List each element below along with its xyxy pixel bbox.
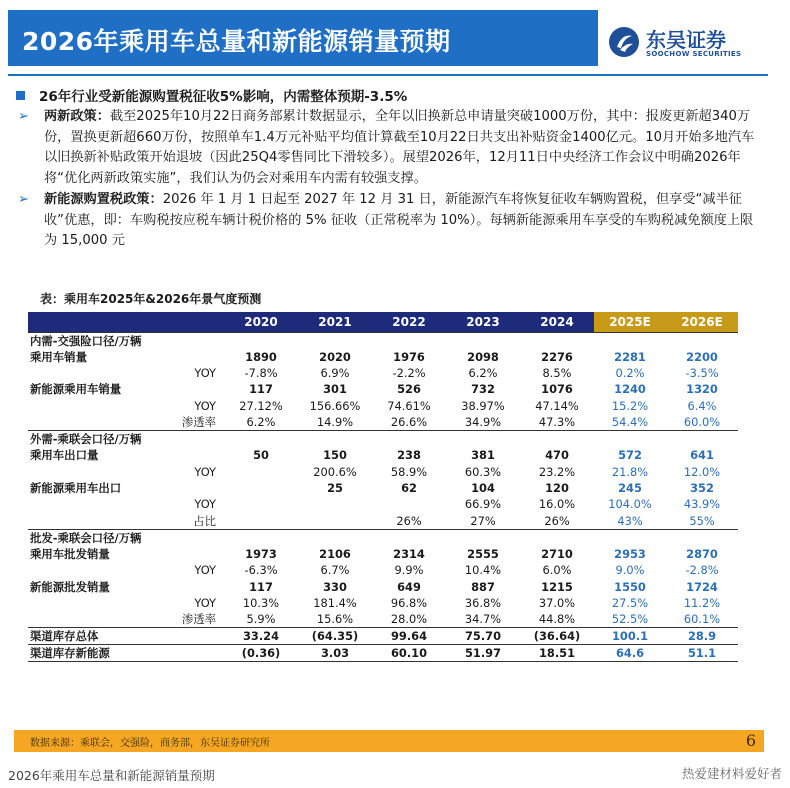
- sub-bullet-tax: [14, 190, 764, 252]
- sub-bullet-body: 2026 年 1 月 1 日起至 2027 年 12 月 31 日，新能源汽车将恢复征收车辆购置税，但享受“减半征收”优惠，即：车购税按应税车辆计税价格的 5% 征收（正常税率为 10%）。每辆新能源乘用车享受的车购税减免额度上限为 15,000 元: [44, 192, 754, 248]
- table-cell: [372, 529, 446, 546]
- estimate-cell: 55%: [689, 513, 715, 528]
- table-cell: 27%: [470, 513, 496, 528]
- estimate-cell: [666, 431, 738, 448]
- table-row: [28, 414, 738, 431]
- table-cell: [446, 332, 520, 349]
- table-cell: 649: [397, 579, 421, 594]
- table-cell: 3.03: [298, 645, 372, 662]
- table-cell: [298, 431, 372, 448]
- estimate-cell: 60.1%: [683, 612, 721, 627]
- footer-bar: [14, 730, 764, 752]
- row-label: 新能源批发销量: [30, 579, 110, 594]
- table-cell: 18.51: [520, 645, 594, 662]
- table-cell: 99.64: [372, 628, 446, 645]
- row-label: 内需-交强险口径/万辆: [28, 332, 224, 349]
- table-cell: 200.6%: [313, 464, 357, 479]
- row-label: YOY: [194, 464, 216, 479]
- table-cell: 6.0%: [542, 563, 572, 578]
- table-cell: [372, 496, 446, 512]
- estimate-cell: [594, 431, 666, 448]
- table-cell: 104: [471, 481, 495, 496]
- estimate-cell: 2281: [614, 349, 646, 364]
- table-cell: [298, 332, 372, 349]
- estimate-cell: 15.2%: [611, 398, 649, 413]
- table-row: [28, 365, 738, 381]
- table-cell: [372, 431, 446, 448]
- main-bullet: [14, 84, 764, 106]
- table-cell: 6.9%: [320, 366, 350, 381]
- sub-bullet-body: 截至2025年10月22日商务部累计数据显示，全年以旧换新总申请量突破1000万份，其中：报废更新超340万份，置换更新超660万份，按照单车1.4万元补贴平均值计算截至10月22日共支出补贴资金1400亿元。10月开始多地汽车以旧换新补贴政策开始退坡（因此25Q4零售同比下滑较多）。展望2026年，12月11日中央经济工作会议中明确2026年将“优化两新政策实施”，我们认为仍会对乘用车内需有较强支撑。: [44, 109, 755, 186]
- column-header: 2024: [520, 312, 594, 332]
- table-cell: 2314: [393, 546, 425, 561]
- estimate-cell: 104.0%: [608, 497, 652, 512]
- column-header: 2021: [298, 312, 372, 332]
- table-section-row: [28, 431, 738, 448]
- table-cell: [446, 529, 520, 546]
- estimate-cell: [594, 332, 666, 349]
- table-cell: 75.70: [446, 628, 520, 645]
- table-row: [28, 611, 738, 628]
- table-cell: [520, 431, 594, 448]
- estimate-cell: 2200: [686, 349, 718, 364]
- table-cell: 526: [397, 382, 421, 397]
- estimate-cell: 245: [618, 481, 642, 496]
- table-cell: 36.8%: [464, 595, 502, 610]
- estimate-cell: 12.0%: [683, 464, 721, 479]
- table-caption: 表：乘用车2025年&2026年景气度预测: [40, 292, 262, 306]
- header-divider: [8, 74, 768, 76]
- estimate-cell: 60.0%: [683, 415, 721, 430]
- estimate-cell: 572: [618, 448, 642, 463]
- row-label: 渠道库存总体: [28, 628, 224, 645]
- table-cell: 2106: [319, 546, 351, 561]
- estimate-cell: [594, 529, 666, 546]
- row-label: 渗透率: [181, 612, 216, 627]
- table-cell: 27.12%: [239, 398, 283, 413]
- table-cell: (36.64): [520, 628, 594, 645]
- square-bullet-icon: [16, 91, 25, 100]
- table-cell: 26%: [544, 513, 570, 528]
- row-label: 乘用车销量: [30, 349, 87, 364]
- estimate-cell: 1320: [686, 382, 718, 397]
- table-cell: 330: [323, 579, 347, 594]
- row-label: YOY: [194, 366, 216, 381]
- table-cell: 10.4%: [464, 563, 502, 578]
- table-section-row: [28, 332, 738, 349]
- table-cell: 156.66%: [309, 398, 361, 413]
- estimate-cell: [666, 332, 738, 349]
- company-logo: [608, 20, 758, 66]
- table-row: [28, 562, 738, 578]
- row-label: 渗透率: [181, 415, 216, 430]
- table-cell: 2710: [541, 546, 573, 561]
- row-label: YOY: [194, 497, 216, 512]
- estimate-cell: 352: [690, 481, 714, 496]
- table-cell: [372, 332, 446, 349]
- table-cell: [446, 431, 520, 448]
- row-label: 批发-乘联会口径/万辆: [28, 529, 224, 546]
- table-row: [28, 463, 738, 479]
- table-cell: 60.10: [372, 645, 446, 662]
- table-cell: 26%: [396, 513, 422, 528]
- table-cell: 732: [471, 382, 495, 397]
- table-cell: 16.0%: [538, 497, 576, 512]
- table-row: [28, 546, 738, 562]
- image-caption: 2026年乘用车总量和新能源销量预期: [8, 768, 215, 783]
- table-cell: 2098: [467, 349, 499, 364]
- estimate-cell: 2870: [686, 546, 718, 561]
- estimate-cell: 1240: [614, 382, 646, 397]
- table-row: [28, 381, 738, 397]
- table-cell: [224, 480, 298, 496]
- estimate-cell: 52.5%: [611, 612, 649, 627]
- sub-bullet-heading: 新能源购置税政策：: [44, 192, 163, 207]
- estimate-cell: -2.8%: [685, 563, 719, 578]
- row-label: YOY: [194, 398, 216, 413]
- table-cell: 74.61%: [387, 398, 431, 413]
- table-cell: 50: [253, 448, 269, 463]
- estimate-cell: [666, 529, 738, 546]
- table-cell: -2.2%: [392, 366, 426, 381]
- table-row: [28, 447, 738, 463]
- table-row: [28, 595, 738, 611]
- table-cell: -6.3%: [244, 563, 278, 578]
- row-label: YOY: [194, 595, 216, 610]
- table-cell: 14.9%: [316, 415, 354, 430]
- estimate-cell: 100.1: [594, 628, 666, 645]
- table-cell: 23.2%: [538, 464, 576, 479]
- table-row: [28, 578, 738, 594]
- table-cell: 33.24: [224, 628, 298, 645]
- page-title: 2026年乘用车总量和新能源销量预期: [22, 27, 451, 56]
- table-cell: [224, 332, 298, 349]
- table-cell: 47.3%: [538, 415, 576, 430]
- estimate-cell: 64.6: [594, 645, 666, 662]
- logo-english-name: SOOCHOW SECURITIES: [646, 50, 742, 58]
- table-cell: (0.36): [224, 645, 298, 662]
- table-cell: 26.6%: [390, 415, 428, 430]
- table-cell: [298, 529, 372, 546]
- table-cell: [520, 529, 594, 546]
- table-cell: 15.6%: [316, 612, 354, 627]
- table-row: [28, 480, 738, 496]
- row-label: 占比: [193, 513, 216, 528]
- column-header: 2022: [372, 312, 446, 332]
- table-cell: 10.3%: [242, 595, 280, 610]
- table-cell: -7.8%: [244, 366, 278, 381]
- table-cell: 238: [397, 448, 421, 463]
- title-bar: [8, 10, 598, 66]
- table-row: [28, 645, 738, 662]
- row-label: 乘用车出口量: [30, 448, 99, 463]
- soochow-logo-icon: [608, 26, 640, 58]
- table-cell: 34.9%: [464, 415, 502, 430]
- table-cell: [520, 332, 594, 349]
- estimate-cell: 27.5%: [611, 595, 649, 610]
- estimate-cell: 11.2%: [683, 595, 721, 610]
- row-label: 新能源乘用车出口: [30, 481, 122, 496]
- table-cell: [224, 431, 298, 448]
- row-label: 新能源乘用车销量: [30, 382, 122, 397]
- table-cell: 470: [545, 448, 569, 463]
- estimate-cell: 54.4%: [611, 415, 649, 430]
- table-cell: 887: [471, 579, 495, 594]
- estimate-cell: 43.9%: [683, 497, 721, 512]
- table-cell: 1076: [541, 382, 573, 397]
- table-cell: 117: [249, 382, 273, 397]
- estimate-cell: 1724: [686, 579, 718, 594]
- table-cell: 25: [327, 481, 343, 496]
- table-cell: (64.35): [298, 628, 372, 645]
- table-row: [28, 513, 738, 530]
- sub-bullet-heading: 两新政策：: [44, 109, 110, 124]
- table-cell: 47.14%: [535, 398, 579, 413]
- row-label: YOY: [194, 563, 216, 578]
- estimate-cell: 641: [690, 448, 714, 463]
- table-cell: 8.5%: [542, 366, 572, 381]
- data-source: 数据来源：乘联会，交强险，商务部，东吴证券研究所: [30, 738, 270, 749]
- table-cell: 66.9%: [464, 497, 502, 512]
- table-cell: 6.2%: [246, 415, 276, 430]
- table-row: [28, 398, 738, 414]
- table-cell: 1973: [245, 546, 277, 561]
- main-bullet-text: 26年行业受新能源购置税征收5%影响，内需整体预期-3.5%: [39, 89, 408, 105]
- column-header-estimate: 2025E: [594, 312, 666, 332]
- estimate-cell: 2953: [614, 546, 646, 561]
- table-cell: [224, 496, 298, 512]
- table-section-row: [28, 529, 738, 546]
- forecast-table: [28, 312, 738, 662]
- estimate-cell: 1550: [614, 579, 646, 594]
- table-cell: [298, 496, 372, 512]
- table-cell: 6.7%: [320, 563, 350, 578]
- table-cell: 2020: [319, 349, 351, 364]
- table-cell: 96.8%: [390, 595, 428, 610]
- table-cell: 381: [471, 448, 495, 463]
- table-row: [28, 349, 738, 365]
- table-cell: 62: [401, 481, 417, 496]
- table-cell: 5.9%: [246, 612, 276, 627]
- table-cell: [224, 463, 298, 479]
- table-cell: [298, 513, 372, 530]
- estimate-cell: 6.4%: [687, 398, 717, 413]
- column-header: 2020: [224, 312, 298, 332]
- table-cell: 34.7%: [464, 612, 502, 627]
- bullet-section: [14, 84, 764, 252]
- table-cell: 181.4%: [313, 595, 357, 610]
- table-cell: 2276: [541, 349, 573, 364]
- page-number: 6: [745, 731, 756, 750]
- table-cell: 1976: [393, 349, 425, 364]
- row-label: 外需-乘联会口径/万辆: [28, 431, 224, 448]
- estimate-cell: 9.0%: [615, 563, 645, 578]
- table-cell: 44.8%: [538, 612, 576, 627]
- column-header: 2023: [446, 312, 520, 332]
- estimate-cell: -3.5%: [685, 366, 719, 381]
- table-cell: 37.0%: [538, 595, 576, 610]
- estimate-cell: 28.9: [666, 628, 738, 645]
- row-label: 乘用车批发销量: [30, 546, 110, 561]
- table-cell: 6.2%: [468, 366, 498, 381]
- table-cell: [224, 513, 298, 530]
- table-cell: 1890: [245, 349, 277, 364]
- column-header-estimate: 2026E: [666, 312, 738, 332]
- table-cell: 150: [323, 448, 347, 463]
- logo-name: 东吴证券: [646, 28, 726, 52]
- arrow-bullet-icon: ➢: [18, 109, 29, 124]
- table-cell: [224, 529, 298, 546]
- table-cell: 60.3%: [464, 464, 502, 479]
- estimate-cell: 0.2%: [615, 366, 645, 381]
- estimate-cell: 21.8%: [611, 464, 649, 479]
- table-cell: 9.9%: [394, 563, 424, 578]
- header-blank: [28, 312, 224, 332]
- table-row: [28, 628, 738, 645]
- watermark: 热爱建材料爱好者: [681, 766, 782, 781]
- table-cell: 1215: [541, 579, 573, 594]
- table-cell: 120: [545, 481, 569, 496]
- arrow-bullet-icon: ➢: [18, 192, 29, 207]
- table-body: [28, 332, 738, 662]
- table-cell: 38.97%: [461, 398, 505, 413]
- table-cell: 51.97: [446, 645, 520, 662]
- table-cell: 301: [323, 382, 347, 397]
- table-row: [28, 496, 738, 512]
- estimate-cell: 51.1: [666, 645, 738, 662]
- sub-bullet-policy: [14, 107, 764, 189]
- table-cell: 117: [249, 579, 273, 594]
- table-cell: 2555: [467, 546, 499, 561]
- table-header-row: [28, 312, 738, 332]
- table-cell: 28.0%: [390, 612, 428, 627]
- table-cell: 58.9%: [390, 464, 428, 479]
- estimate-cell: 43%: [617, 513, 643, 528]
- row-label: 渠道库存新能源: [28, 645, 224, 662]
